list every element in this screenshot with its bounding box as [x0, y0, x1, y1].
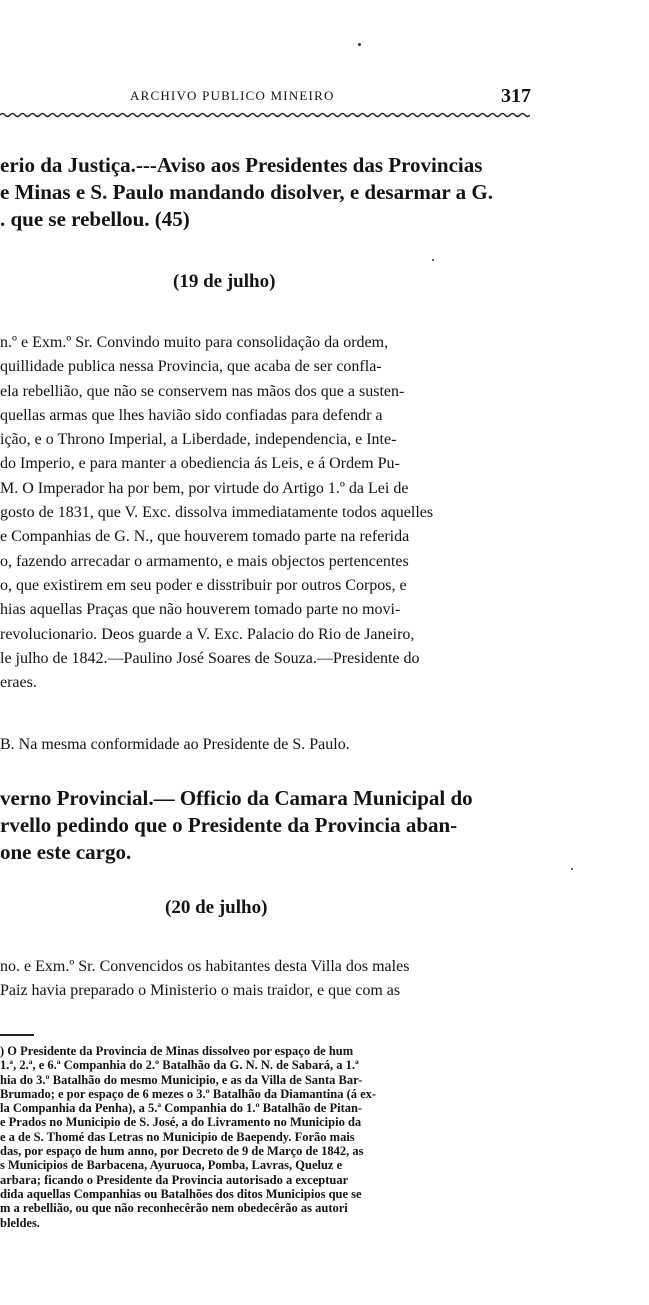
- heading-line: . que se rebellou. (45): [0, 207, 190, 231]
- body-line: M. O Imperador ha por bem, por virtude do Artigo 1.º da Lei de: [0, 479, 409, 497]
- body-line: o, fazendo arrecadar o armamento, e mais objectos pertencentes: [0, 552, 409, 570]
- heading-line: verno Provincial.— Officio da Camara Municipal do: [0, 786, 473, 810]
- body-line: no. e Exm.º Sr. Convencidos os habitantes desta Villa dos males: [0, 958, 410, 975]
- section1-date: (19 de julho): [173, 271, 276, 292]
- footnote-line: s Municipios de Barbacena, Ayuruoca, Pomba, Lavras, Queluz e: [0, 1158, 343, 1173]
- section2-heading: [0, 785, 540, 866]
- body-line: gosto de 1831, que V. Exc. dissolva immediatamente todos aquelles: [0, 504, 434, 522]
- body-line: quellas armas que lhes havião sido confiadas para defendr a: [0, 406, 383, 424]
- body-line: n.º e Exm.º Sr. Convindo muito para consolidação da ordem,: [0, 334, 389, 351]
- footnote-line: hia do 3.º Batalhão do mesmo Municipio, e as da Villa de Santa Bar-: [0, 1072, 363, 1087]
- paper-speck: [432, 259, 434, 261]
- footnote-line: 1.ª, 2.ª, e 6.ª Companhia do 2.º Batalhão da G. N. N. de Sabará, a 1.ª: [0, 1058, 359, 1073]
- running-head-title: ARCHIVO PUBLICO MINEIRO: [130, 88, 335, 103]
- page-number: 317: [501, 85, 531, 107]
- body-line: o, que existirem em seu poder e disstribuir por outros Corpos, e: [0, 576, 407, 594]
- section2-date: (20 de julho): [165, 897, 268, 918]
- body-line: revolucionario. Deos guarde a V. Exc. Palacio do Rio de Janeiro,: [0, 625, 415, 643]
- wavy-rule: [0, 112, 530, 118]
- body-line: Paiz havia preparado o Ministerio o mais traidor, e que com as: [0, 982, 401, 1000]
- body-line: ição, e o Throno Imperial, a Liberdade, independencia, e Inte-: [0, 431, 397, 449]
- footnote-line: m a rebellião, ou que não reconhecêrão nem obedecêrão as autori: [0, 1201, 348, 1216]
- footnote-line: ) O Presidente da Provincia de Minas dissolveo por espaço de hum: [0, 1044, 354, 1058]
- body-line: quillidade publica nessa Provincia, que acaba de ser confla-: [0, 358, 382, 376]
- footnote-line: la Companhia da Penha), a 5.ª Companhia do 1.º Batalhão de Pitan-: [0, 1101, 363, 1116]
- footnote-rule: [0, 1034, 34, 1036]
- footnote-line: das, por espaço de hum anno, por Decreto de 9 de Março de 1842, as: [0, 1144, 364, 1159]
- footnote-line: e a de S. Thomé das Letras no Municipio de Baependy. Forão mais: [0, 1129, 355, 1144]
- section1-heading: [0, 152, 540, 233]
- paper-speck: [571, 868, 573, 870]
- footnote-line: arbara; ficando o Presidente da Provincia autorisado a exceptuar: [0, 1172, 349, 1187]
- nb-note: B. Na mesma conformidade ao Presidente de S. Paulo.: [0, 736, 350, 753]
- footnote-line: e Prados no Municipio de S. José, a do Livramento no Municipio da: [0, 1115, 362, 1130]
- heading-line: one este cargo.: [0, 840, 132, 864]
- body-line: do Imperio, e para manter a obediencia ás Leis, e á Ordem Pu-: [0, 455, 400, 473]
- body-line: le julho de 1842.—Paulino José Soares de Souza.—Presidente do: [0, 649, 420, 667]
- footnote: [0, 1044, 520, 1230]
- section2-body: [0, 955, 520, 1004]
- body-line: ela rebellião, que não se conservem nas mãos dos que a susten-: [0, 382, 405, 400]
- paper-speck: [358, 43, 361, 46]
- footnote-line: Brumado; e por espaço de 6 mezes o 3.º Batalhão da Diamantina (á ex-: [0, 1086, 377, 1101]
- running-head: [0, 85, 649, 112]
- body-line: eraes.: [0, 674, 37, 692]
- heading-line: rvello pedindo que o Presidente da Provincia aban-: [0, 813, 458, 837]
- body-line: hias aquellas Praças que não houverem tomado parte no movi-: [0, 601, 401, 619]
- heading-line: e Minas e S. Paulo mandando disolver, e desarmar a G.: [0, 180, 493, 204]
- body-line: e Companhias de G. N., que houverem tomado parte na referida: [0, 528, 410, 546]
- footnote-line: dida aquellas Companhias ou Batalhões dos ditos Municipios que se: [0, 1186, 362, 1201]
- footnote-line: bleldes.: [0, 1215, 40, 1230]
- heading-line: erio da Justiça.---Aviso aos Presidentes das Provincias: [0, 153, 483, 177]
- section1-body: [0, 331, 520, 695]
